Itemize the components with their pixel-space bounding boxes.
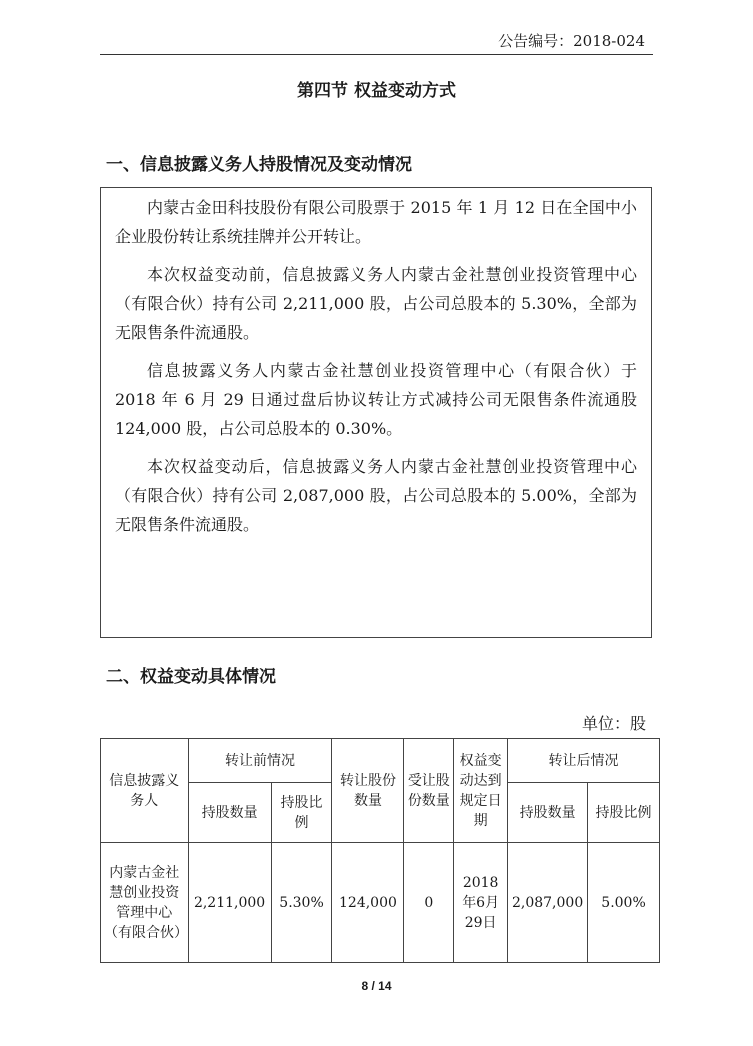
header-after: 转让后情况 [508,739,660,783]
unit-label: 单位：股 [581,714,646,733]
cell-after-shares: 2,087,000 [508,843,588,963]
header-received-shares: 受让股份数量 [404,739,454,843]
header-transfer-shares: 转让股份数量 [332,739,404,843]
cell-received-shares: 0 [404,843,454,963]
header-divider [100,54,653,55]
header-change-date: 权益变动达到规定日期 [454,739,508,843]
page-number: 8 / 14 [361,979,392,993]
cell-discloser: 内蒙古金社慧创业投资管理中心（有限合伙） [101,843,189,963]
document-number: 公告编号：2018-024 [498,32,645,50]
cell-before-shares: 2,211,000 [188,843,271,963]
section-title: 第四节 权益变动方式 [297,81,456,101]
header-before: 转让前情况 [188,739,332,783]
paragraph-before-change: 本次权益变动前，信息披露义务人内蒙古金社慧创业投资管理中心（有限合伙）持有公司 2,211,000 股，占公司总股本的 5.30%，全部为无限售条件流通股。 [115,265,637,342]
shareholding-summary-box [100,187,652,638]
header-before-ratio: 持股比例 [271,783,332,843]
table-row [101,843,660,963]
cell-before-ratio: 5.30% [271,843,332,963]
cell-after-ratio: 5.00% [588,843,660,963]
part1-heading: 一、信息披露义务人持股情况及变动情况 [106,155,412,175]
paragraph-after-change: 本次权益变动后，信息披露义务人内蒙古金社慧创业投资管理中心（有限合伙）持有公司 2,087,000 股，占公司总股本的 5.00%，全部为无限售条件流通股。 [115,457,637,534]
header-after-shares: 持股数量 [508,783,588,843]
paragraph-reduction: 信息披露义务人内蒙古金社慧创业投资管理中心（有限合伙）于 2018 年 6 月 29 日通过盘后协议转让方式减持公司无限售条件流通股 124,000 股，占公司总股本的 0.30%。 [115,361,637,438]
header-after-ratio: 持股比例 [588,783,660,843]
header-discloser: 信息披露义务人 [101,739,189,843]
paragraph-listing: 内蒙古金田科技股份有限公司股票于 2015 年 1 月 12 日在全国中小企业股份转让系统挂牌并公开转让。 [115,198,637,246]
header-before-shares: 持股数量 [188,783,271,843]
part2-heading: 二、权益变动具体情况 [106,667,276,687]
cell-transfer-shares: 124,000 [332,843,404,963]
equity-change-table [100,738,660,963]
cell-change-date: 2018年6月29日 [454,843,508,963]
